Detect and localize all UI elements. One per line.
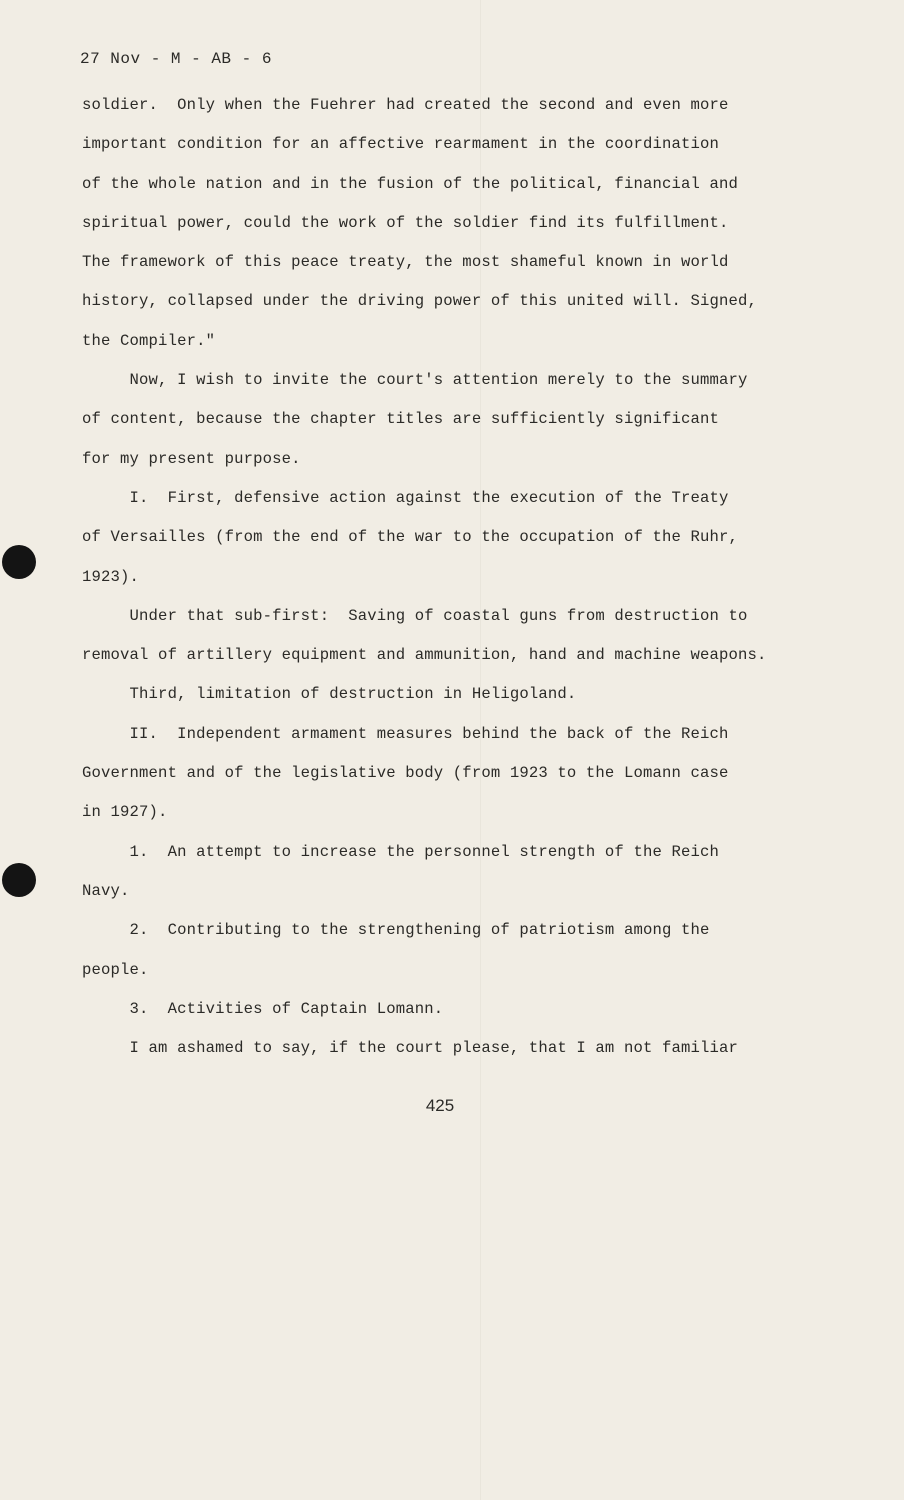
text-line: II. Independent armament measures behind the back of the Reich (82, 724, 729, 743)
text-line: Under that sub-first: Saving of coastal guns from destruction to (82, 606, 748, 625)
text-line: history, collapsed under the driving power of this united will. Signed, (82, 292, 758, 311)
text-line: the Compiler." (82, 331, 216, 350)
text-line: important condition for an affective rearmament in the coordination (82, 135, 720, 154)
text-line: 3. Activities of Captain Lomann. (82, 999, 444, 1018)
punch-hole-upper (2, 545, 36, 579)
text-line: Navy. (82, 881, 130, 900)
text-line: Now, I wish to invite the court's attention merely to the summary (82, 371, 748, 390)
page-number: 425 (425, 1096, 455, 1115)
text-line: Third, limitation of destruction in Heligoland. (82, 685, 577, 704)
text-line: of Versailles (from the end of the war to the occupation of the Ruhr, (82, 528, 739, 547)
text-line: Government and of the legislative body (from 1923 to the Lomann case (82, 764, 729, 783)
text-line: I am ashamed to say, if the court please, that I am not familiar (82, 1039, 739, 1058)
text-line: soldier. Only when the Fuehrer had created the second and even more (82, 96, 729, 114)
text-line: for my present purpose. (82, 449, 301, 468)
text-line: of the whole nation and in the fusion of the political, financial and (82, 174, 739, 193)
transcript-body (82, 86, 802, 1068)
text-line: The framework of this peace treaty, the most shameful known in world (82, 253, 729, 272)
text-line: I. First, defensive action against the execution of the Treaty (82, 488, 729, 507)
text-line: removal of artillery equipment and ammunition, hand and machine weapons. (82, 646, 767, 665)
text-line: people. (82, 960, 149, 979)
page-header: 27 Nov - M - AB - 6 (80, 50, 272, 68)
text-line: of content, because the chapter titles are sufficiently significant (82, 410, 720, 429)
punch-hole-lower (2, 863, 36, 897)
text-line: 1. An attempt to increase the personnel strength of the Reich (82, 842, 720, 861)
text-line: 2. Contributing to the strengthening of patriotism among the (82, 921, 710, 940)
text-line: 1923). (82, 567, 140, 586)
text-line: spiritual power, could the work of the soldier find its fulfillment. (82, 213, 729, 232)
text-line: in 1927). (82, 803, 168, 822)
